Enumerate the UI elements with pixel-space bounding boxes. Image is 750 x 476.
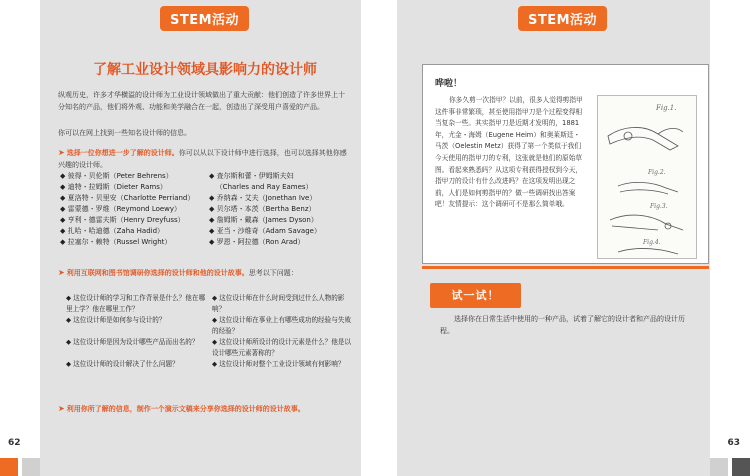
question-item: ◆ 这位设计师对整个工业设计领域有何影响？ [212, 360, 345, 368]
boom-text: 你多久剪一次指甲？以前，很多人觉得剪指甲这件事非常繁琐，甚至使用指甲刀是个过程变得相当复杂一些。其实指甲刀是近期才发明的，1881年，尤金・海姆（Eugene Heim）和奥莱斯廷・马茨（Oelestin Metz）获得了第一个类似于我们今天使用的指甲刀的专利，这张就是他们的原始草图。看起来熟悉吗？从这项专利获得授权到今天，指甲刀的设计有什么改进吗？在这项发明出现之前，人们是如何剪指甲的？做一些调研找出答案吧！友情提示：这个调研可不是那么简单哦。 [435, 96, 583, 209]
step-1-highlight: 选择一位你想进一步了解的设计师。 [66, 149, 179, 157]
step-2-highlight: 利用互联网和图书馆调研你选择的设计师和他的设计故事。 [66, 269, 249, 277]
step-2 [58, 267, 353, 279]
right-page [375, 0, 750, 476]
question-item: ◆ 这位设计师所设计的设计元素是什么？他是以设计哪些元素著称的？ [212, 338, 352, 357]
question-item: ◆ 这位设计师的设计解决了什么问题？ [66, 360, 179, 368]
page-number-right: 63 [727, 438, 740, 448]
stem-activity-tab: STEM活动 [518, 6, 607, 31]
right-edge-bar [710, 458, 728, 476]
question-list [66, 293, 352, 370]
designer-item: ◆ 拉塞尔・赖特（Russel Wright） [60, 238, 172, 246]
page-title: 了解工业设计领域具影响力的设计师 [93, 62, 317, 78]
page-number-left: 62 [8, 438, 21, 448]
designer-item: ◆ 罗恩・阿拉德（Ron Arad） [209, 238, 305, 246]
left-corner-block [0, 458, 18, 476]
intro-paragraph: 纵观历史，许多才华横溢的设计师为工业设计领域做出了重大贡献：他们创造了许多世界上十分知名的产品，他们将外观、功能和美学融合在一起，创造出了深受用户喜爱的产品。 [58, 91, 345, 111]
research-note: 你可以在网上找到一些知名设计师的信息。 [58, 129, 191, 137]
arrow-icon: ➤ [58, 268, 65, 277]
step-1 [58, 147, 353, 171]
stem-activity-tab: STEM活动 [160, 6, 249, 31]
try-it-heading: 试一试！ [430, 283, 521, 308]
boom-box [422, 64, 709, 264]
designer-item: （Charles and Ray Eames） [215, 183, 313, 191]
left-edge-bar [22, 458, 40, 476]
arrow-icon: ➤ [58, 404, 65, 413]
question-item: ◆ 这位设计师在什么时间受到过什么人物的影响？ [212, 294, 345, 313]
designer-item: ◆ 亚当・沙维奇（Adam Savage） [209, 227, 321, 235]
try-it-text: 选择你在日常生活中使用的一种产品，试着了解它的设计者和产品的设计历程。 [440, 315, 685, 335]
designer-item: ◆ 贝尔塔・本茨（Bertha Benz） [209, 205, 316, 213]
right-corner-block [732, 458, 750, 476]
step-1-text: 你可以从以下设计师中进行选择，也可以选择其他你感兴趣的设计师。 [58, 149, 347, 169]
designer-item: ◆ 查尔斯和蕾・伊姆斯夫妇 [209, 172, 294, 180]
designer-list [60, 171, 350, 248]
question-item: ◆ 这位设计师在事业上有哪些成功的经验与失败的经验？ [212, 316, 352, 335]
arrow-icon: ➤ [58, 148, 65, 157]
question-item: ◆ 这位设计师的学习和工作背景是什么？他在哪里上学？他在哪里工作？ [66, 294, 206, 313]
svg-text:Fig.3.: Fig.3. [650, 203, 668, 210]
svg-text:Fig.2.: Fig.2. [648, 169, 666, 176]
svg-text:Fig.4.: Fig.4. [643, 239, 661, 246]
svg-text:Fig.1.: Fig.1. [656, 104, 677, 112]
step-2-text: 思考以下问题： [248, 269, 298, 277]
step-3 [58, 403, 353, 415]
section-divider [422, 266, 709, 269]
step-3-text: 利用你所了解的信息，制作一个演示文稿来分享你选择的设计师的设计故事。 [66, 405, 305, 413]
question-item: ◆ 这位设计师是因为设计哪些产品而出名的？ [66, 338, 199, 346]
designer-item: ◆ 詹姆斯・戴森（James Dyson） [209, 216, 318, 224]
designer-item: ◆ 扎哈・哈迪德（Zaha Hadid） [60, 227, 165, 235]
designer-item: ◆ 迪特・拉姆斯（Dieter Rams） [60, 183, 167, 191]
designer-item: ◆ 亨利・德雷夫斯（Henry Dreyfuss） [60, 216, 185, 224]
designer-item: ◆ 夏洛特・贝里安（Charlotte Perriand） [60, 194, 195, 202]
designer-item: ◆ 雷蒙德・罗维（Reymond Loewy） [60, 205, 182, 213]
designer-item: ◆ 彼得・贝伦斯（Peter Behrens） [60, 172, 173, 180]
designer-item: ◆ 乔纳森・艾夫（Jonethan Ive） [209, 194, 317, 202]
patent-sketch-image [597, 95, 697, 259]
boom-heading: 哗啦！ [435, 79, 463, 89]
patent-sketch-drawing [598, 96, 698, 260]
question-item: ◆ 这位设计师是如何参与设计的？ [66, 316, 166, 324]
